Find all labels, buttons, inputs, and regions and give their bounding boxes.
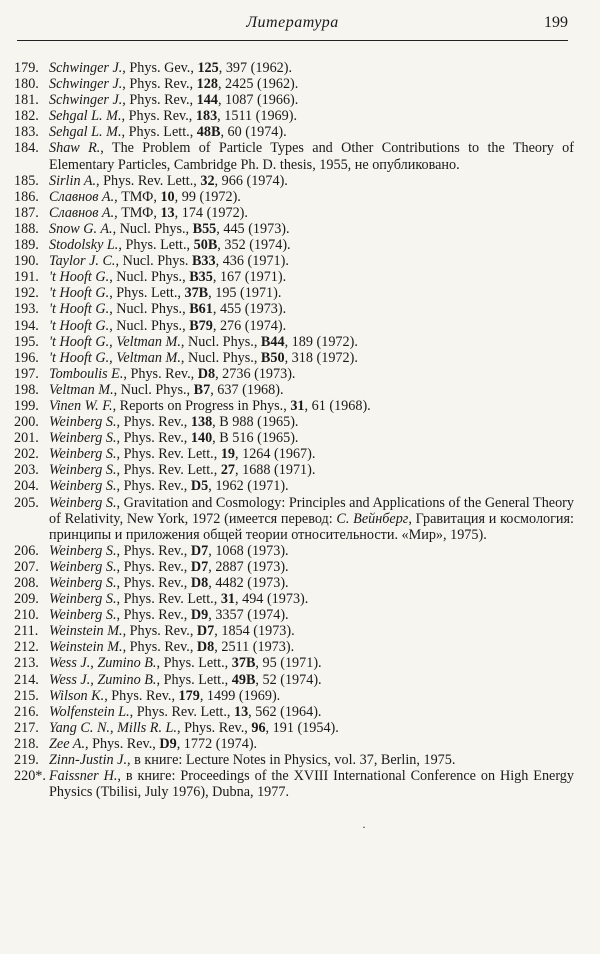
reference-pages: , B 516 (1965). [212, 430, 299, 447]
reference-entry [14, 414, 574, 430]
reference-text: , Phys. Lett., [109, 285, 185, 302]
reference-pages: , 445 (1973). [216, 220, 290, 237]
reference-number: 220*. [14, 768, 46, 785]
reference-pages: , 195 (1971). [208, 285, 282, 302]
reference-volume: 183 [195, 108, 218, 125]
reference-pages: , 2511 (1973). [214, 639, 295, 656]
reference-authors: Sehgal L. M. [49, 124, 122, 141]
reference-authors: Weinberg S. [49, 607, 117, 624]
reference-volume: 125 [197, 60, 219, 76]
reference-pages: , 637 (1968). [210, 381, 284, 398]
reference-pages: , 167 (1971). [212, 269, 287, 286]
reference-pages: , 1688 (1971). [235, 462, 316, 479]
reference-pages: , 1772 (1974). [176, 735, 258, 752]
reference-text: , Nucl. Phys., [109, 269, 190, 286]
reference-volume: 48B [196, 124, 221, 141]
reference-entry [14, 704, 574, 720]
reference-number: 219. [14, 752, 39, 769]
reference-authors: Weinberg S. [49, 591, 117, 608]
reference-number: 201. [14, 430, 39, 447]
reference-entry [14, 173, 574, 189]
reference-authors: 't Hooft G., Veltman M. [49, 349, 181, 366]
reference-number: 196. [14, 349, 39, 366]
reference-pages: , 397 (1962). [218, 60, 293, 76]
reference-volume: D9 [159, 735, 177, 752]
reference-entry [14, 639, 574, 655]
reference-number: 189. [14, 237, 39, 254]
reference-entry [14, 221, 574, 237]
reference-entry [14, 253, 574, 269]
reference-volume: 37B [231, 655, 256, 672]
reference-pages: , 1962 (1971). [208, 478, 289, 495]
reference-authors: Sirlin A. [49, 172, 97, 189]
reference-text: , Phys. Rev. Lett., [116, 446, 221, 463]
reference-pages: , 191 (1954). [265, 719, 339, 736]
reference-authors: Weinberg S. [49, 542, 117, 559]
reference-pages: , 4482 (1973). [208, 575, 289, 591]
reference-text: , Phys. Rev., [122, 92, 197, 109]
reference-number: 194. [14, 317, 39, 334]
reference-volume: 19 [220, 446, 236, 463]
reference-volume: 96 [251, 719, 266, 736]
reference-text: , Nucl. Phys., [180, 333, 261, 350]
reference-text: , Phys. Rev., [121, 108, 196, 125]
reference-volume: D8 [196, 639, 215, 656]
page-number: 199 [544, 14, 568, 31]
reference-text: , Phys. Rev., [123, 365, 198, 382]
reference-volume: D9 [190, 607, 209, 624]
reference-text: , Nucl. Phys., [109, 301, 190, 318]
reference-volume: 50B [193, 237, 218, 254]
reference-number: 214. [14, 671, 39, 688]
reference-text: , Phys. Rev., [122, 76, 197, 93]
reference-pages: , 52 (1974). [255, 671, 322, 688]
reference-pages: , 455 (1973). [212, 301, 287, 318]
reference-authors: Vinen W. F. [49, 397, 113, 414]
reference-pages: , 189 (1972). [284, 333, 358, 350]
reference-text: , Gravitation and Cosmology: Principles and Applications of the General Theory of Relativity, New York, 1972 (имеется перевод: [49, 494, 574, 527]
reference-authors: Schwinger J. [49, 92, 123, 109]
reference-authors: 't Hooft G. [49, 269, 110, 286]
reference-volume: 37B [184, 285, 209, 302]
reference-text: , Phys. Rev., [116, 430, 191, 447]
reference-number: 213. [14, 655, 39, 672]
reference-authors: Faissner H. [49, 768, 118, 785]
reference-entry [14, 543, 574, 559]
reference-number: 199. [14, 397, 39, 414]
reference-text: , Phys. Rev., [116, 607, 191, 624]
reference-authors: Weinberg S. [49, 446, 117, 463]
reference-number: 193. [14, 301, 39, 318]
reference-volume: B79 [189, 317, 213, 334]
reference-authors: Славнов А. [49, 204, 115, 221]
reference-entry [14, 334, 574, 350]
reference-authors: Wilson K. [49, 687, 105, 704]
reference-pages: , 174 (1972). [174, 204, 248, 221]
reference-pages: , 1511 (1969). [217, 108, 298, 125]
reference-number: 218. [14, 735, 39, 752]
reference-pages: , 3357 (1974). [208, 607, 289, 624]
reference-authors: Weinberg S. [49, 430, 117, 447]
reference-text: , Phys. Gev., [122, 60, 198, 76]
running-title: Литература [246, 14, 339, 31]
reference-authors: Veltman M. [49, 381, 114, 398]
reference-text: , Phys. Rev. Lett., [116, 591, 221, 608]
reference-entry [14, 92, 574, 108]
stray-mark: · [362, 820, 366, 834]
reference-entry [14, 205, 574, 221]
reference-number: 200. [14, 414, 39, 431]
reference-entry [14, 752, 574, 768]
reference-authors: Wess J., Zumino B. [49, 671, 157, 688]
reference-pages: , 1499 (1969). [199, 687, 281, 704]
reference-text: , Phys. Lett., [156, 655, 232, 672]
reference-volume: B50 [260, 349, 285, 366]
reference-entry [14, 768, 574, 800]
reference-volume: 13 [160, 204, 175, 221]
reference-authors: Shaw R. [49, 140, 101, 157]
reference-number: 202. [14, 446, 39, 463]
reference-entry [14, 318, 574, 334]
reference-entry [14, 140, 574, 172]
reference-entry [14, 559, 574, 575]
reference-authors: Sehgal L. M. [49, 108, 122, 125]
reference-entry [14, 269, 574, 285]
reference-text: , в книге: Proceedings of the XVIII International Conference on High Energy Physics (Tbilisi, July 1976), Dubna, 1977. [49, 768, 574, 801]
reference-volume: 144 [196, 92, 218, 109]
reference-authors: Weinstein M. [49, 623, 123, 640]
reference-number: 190. [14, 253, 39, 270]
reference-text-cont: , Гравитация и космология: принципы и приложения общей теории относительности. «Мир», 1975). [49, 510, 574, 543]
reference-pages: , 276 (1974). [212, 317, 287, 334]
reference-number: 205. [14, 494, 39, 511]
reference-text: , ТМФ, [114, 204, 161, 221]
reference-authors: Tomboulis E. [49, 365, 124, 382]
reference-text: , Phys. Rev., [122, 623, 197, 640]
reference-number: 198. [14, 381, 39, 398]
reference-number: 217. [14, 719, 39, 736]
reference-pages: , 1087 (1966). [217, 92, 299, 109]
reference-text: , Phys. Rev., [176, 719, 252, 736]
reference-text: , Phys. Rev. Lett., [129, 703, 234, 720]
reference-authors: Taylor J. C. [49, 253, 116, 270]
reference-volume: 10 [160, 188, 175, 205]
reference-number: 216. [14, 703, 39, 720]
reference-pages: , 562 (1964). [248, 703, 322, 720]
reference-number: 209. [14, 591, 39, 608]
page-header [17, 14, 568, 41]
reference-volume: D5 [190, 478, 209, 495]
reference-pages: , 1854 (1973). [214, 623, 295, 640]
reference-entry [14, 655, 574, 671]
reference-number: 186. [14, 188, 39, 205]
reference-number: 215. [14, 687, 39, 704]
reference-authors: Weinberg S. [49, 494, 117, 511]
reference-authors: Wolfenstein L. [49, 703, 130, 720]
reference-entry [14, 591, 574, 607]
reference-number: 211. [14, 623, 39, 640]
reference-volume: 27 [220, 462, 236, 479]
reference-pages: , 966 (1974). [214, 172, 288, 189]
reference-volume: 31 [220, 591, 236, 608]
reference-authors: Weinberg S. [49, 575, 117, 591]
reference-pages: , 352 (1974). [217, 237, 291, 254]
reference-entry [14, 301, 574, 317]
reference-volume: 179 [178, 687, 200, 704]
reference-pages: , 2887 (1973). [208, 558, 289, 575]
reference-entry [14, 607, 574, 623]
reference-pages: , 318 (1972). [284, 349, 358, 366]
reference-authors: Weinberg S. [49, 414, 117, 431]
reference-text: , Phys. Rev., [122, 639, 197, 656]
reference-authors: Wess J., Zumino B. [49, 655, 157, 672]
reference-number: 184. [14, 140, 39, 157]
reference-volume: B55 [192, 220, 217, 237]
reference-text: , Nucl. Phys., [109, 317, 190, 334]
reference-authors: Zee A. [49, 735, 85, 752]
reference-text: , Nucl. Phys., [113, 381, 194, 398]
reference-authors: Schwinger J. [49, 76, 123, 93]
reference-authors: Weinberg S. [49, 558, 117, 575]
reference-volume: B61 [189, 301, 213, 318]
reference-pages: , 436 (1971). [215, 253, 289, 270]
reference-text: , Phys. Rev., [116, 558, 191, 575]
reference-volume: B35 [189, 269, 213, 286]
reference-text: , Phys. Rev. Lett., [96, 172, 201, 189]
reference-volume: D7 [190, 542, 209, 559]
reference-text: , Phys. Lett., [121, 124, 197, 141]
reference-number: 206. [14, 542, 39, 559]
reference-volume: 32 [200, 172, 215, 189]
reference-authors: Yang C. N., Mills R. L. [49, 719, 177, 736]
reference-text: , Nucl. Phys., [112, 220, 193, 237]
reference-entry [14, 237, 574, 253]
reference-text: , Phys. Rev., [116, 542, 191, 559]
reference-text: , Phys. Rev. Lett., [116, 462, 221, 479]
reference-text: , Phys. Rev., [116, 478, 191, 495]
reference-pages: , 1068 (1973). [208, 542, 289, 559]
reference-entry [14, 189, 574, 205]
reference-volume: 140 [190, 430, 213, 447]
reference-number: 182. [14, 108, 39, 125]
reference-number: 208. [14, 575, 39, 591]
reference-pages: , 2736 (1973). [215, 365, 296, 382]
reference-authors: 't Hooft G. [49, 301, 110, 318]
reference-entry [14, 285, 574, 301]
reference-authors: 't Hooft G. [49, 285, 110, 302]
reference-pages: , 99 (1972). [174, 188, 241, 205]
reference-number: 183. [14, 124, 39, 141]
reference-text: , ТМФ, [114, 188, 161, 205]
reference-entry [14, 124, 574, 140]
reference-number: 185. [14, 172, 39, 189]
reference-authors: Weinberg S. [49, 462, 117, 479]
reference-entry [14, 495, 574, 543]
reference-authors: Stodolsky L. [49, 237, 119, 254]
reference-entry [14, 623, 574, 639]
reference-volume: B7 [193, 381, 211, 398]
reference-number: 203. [14, 462, 39, 479]
reference-authors: Snow G. A. [49, 220, 113, 237]
reference-pages: , 1264 (1967). [235, 446, 316, 463]
reference-text: , Phys. Rev., [116, 414, 191, 431]
reference-volume: D7 [196, 623, 215, 640]
reference-volume: 31 [290, 397, 305, 414]
reference-entry [14, 462, 574, 478]
reference-volume: 128 [196, 76, 218, 93]
reference-volume: D8 [197, 365, 216, 382]
reference-authors-alt: С. Вейнберг [336, 510, 409, 527]
reference-pages: , 60 (1974). [220, 124, 287, 141]
reference-number: 188. [14, 220, 39, 237]
reference-entry [14, 672, 574, 688]
reference-volume: 49B [231, 671, 256, 688]
reference-volume: D8 [190, 575, 209, 591]
reference-text: , The Problem of Particle Types and Other Contributions to the Theory of Elementary Particles, Cambridge Ph. D. thesis, 1955, не опубликовано. [49, 140, 574, 173]
reference-number: 195. [14, 333, 39, 350]
reference-text: , Phys. Rev., [116, 575, 191, 591]
reference-text: , в книге: Lecture Notes in Physics, vol. 37, Berlin, 1975. [127, 752, 456, 769]
reference-pages: , 2425 (1962). [217, 76, 299, 93]
reference-number: 207. [14, 558, 39, 575]
reference-entry [14, 108, 574, 124]
reference-number: 180. [14, 76, 39, 93]
reference-volume: B33 [191, 253, 216, 270]
reference-number: 192. [14, 285, 39, 302]
reference-number: 212. [14, 639, 39, 656]
reference-number: 179. [14, 60, 39, 76]
reference-authors: Weinstein M. [49, 639, 123, 656]
reference-entry [14, 60, 574, 76]
reference-number: 197. [14, 365, 39, 382]
reference-volume: 13 [233, 703, 249, 720]
reference-entry [14, 398, 574, 414]
reference-volume: D7 [190, 558, 209, 575]
reference-authors: Славнов А. [49, 188, 115, 205]
reference-text: , Phys. Lett., [118, 237, 194, 254]
reference-text: , Nucl. Phys., [180, 349, 261, 366]
reference-authors: 't Hooft G., Veltman M. [49, 333, 181, 350]
reference-entry [14, 350, 574, 366]
reference-entry [14, 446, 574, 462]
reference-entry [14, 688, 574, 704]
reference-number: 191. [14, 269, 39, 286]
reference-authors: Weinberg S. [49, 478, 117, 495]
reference-text: , Phys. Rev., [85, 735, 160, 752]
reference-entry [14, 382, 574, 398]
reference-authors: Schwinger J. [49, 60, 123, 76]
reference-number: 210. [14, 607, 39, 624]
reference-text: , Reports on Progress in Phys., [112, 397, 291, 414]
reference-number: 181. [14, 92, 39, 109]
reference-entry [14, 575, 574, 591]
reference-entry [14, 76, 574, 92]
reference-text: , Phys. Rev., [104, 687, 179, 704]
reference-entry [14, 478, 574, 494]
reference-pages: , B 988 (1965). [212, 414, 299, 431]
reference-text: , Phys. Lett., [156, 671, 232, 688]
reference-entry [14, 720, 574, 736]
reference-authors: Zinn-Justin J. [49, 752, 128, 769]
reference-number: 187. [14, 204, 39, 221]
reference-authors: 't Hooft G. [49, 317, 110, 334]
reference-pages: , 494 (1973). [235, 591, 309, 608]
reference-entry [14, 430, 574, 446]
reference-volume: 138 [190, 414, 213, 431]
reference-text: , Nucl. Phys. [115, 253, 192, 270]
reference-entry [14, 736, 574, 752]
reference-list [14, 60, 574, 800]
reference-pages: , 95 (1971). [255, 655, 322, 672]
reference-entry [14, 366, 574, 382]
reference-volume: B44 [260, 333, 285, 350]
reference-pages: , 61 (1968). [304, 397, 371, 414]
reference-number: 204. [14, 478, 39, 495]
